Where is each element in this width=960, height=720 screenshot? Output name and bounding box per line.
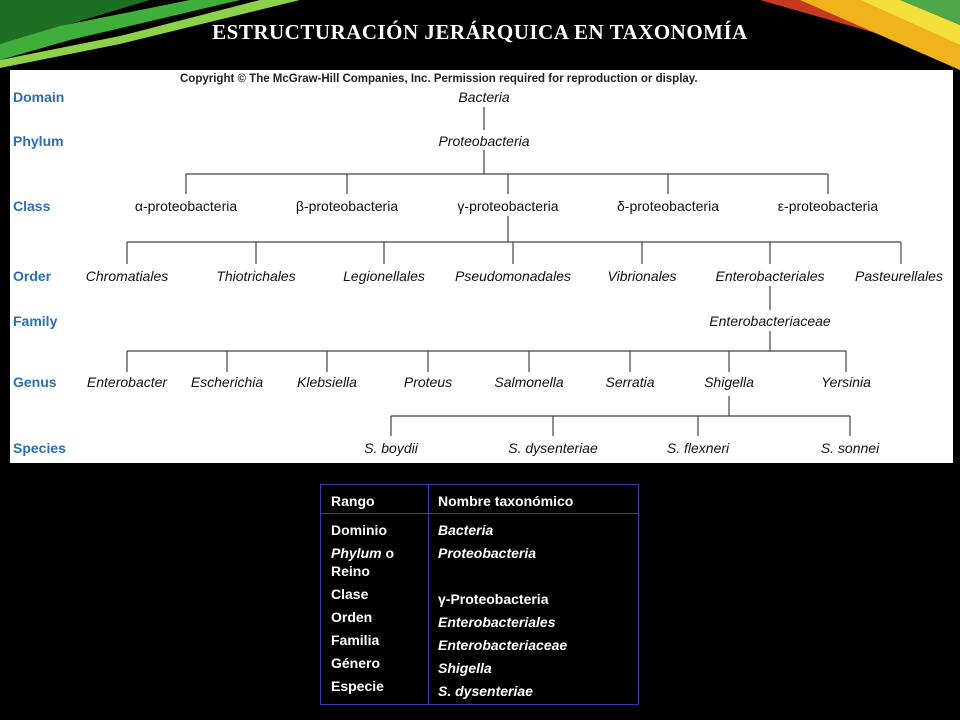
node-genus: Shigella — [704, 374, 754, 390]
rank-species: Species — [13, 440, 66, 456]
node-species: S. dysenteriae — [508, 440, 598, 456]
taxonomy-figure — [10, 70, 953, 463]
node-family: Enterobacteriaceae — [709, 313, 831, 329]
node-class: γ-proteobacteria — [457, 198, 559, 214]
table-cell: S. dysenteriae — [438, 683, 533, 699]
rank-phylum: Phylum — [13, 133, 64, 149]
node-order: Vibrionales — [607, 268, 677, 284]
node-class: ε-proteobacteria — [777, 198, 879, 214]
node-genus: Escherichia — [190, 374, 264, 390]
rank-order: Order — [13, 268, 52, 284]
rank-domain: Domain — [13, 89, 65, 105]
rank-genus: Genus — [13, 374, 57, 390]
table-cell: Enterobacteriaceae — [438, 637, 568, 653]
node-genus: Salmonella — [494, 374, 564, 390]
copyright-notice: Copyright © The McGraw-Hill Companies, Inc. Permission required for reproduction or display. — [180, 73, 698, 85]
node-order: Pasteurellales — [855, 268, 943, 284]
phylum-word: Phylum — [331, 545, 382, 561]
taxonomy-table — [320, 484, 639, 705]
table-cell: Proteobacteria — [438, 545, 537, 561]
table-cell: Género — [331, 655, 381, 671]
node-class: δ-proteobacteria — [617, 198, 719, 214]
rank-family: Family — [13, 313, 58, 329]
node-species: S. flexneri — [666, 440, 730, 456]
table-cell: Clase — [331, 586, 369, 602]
table-column-divider — [428, 485, 429, 704]
node-order: Legionellales — [343, 268, 425, 284]
tree-connectors — [10, 70, 953, 463]
table-cell: Dominio — [331, 522, 387, 538]
node-order: Thiotrichales — [216, 268, 296, 284]
table-cell: Bacteria — [438, 522, 494, 538]
node-phylum: Proteobacteria — [438, 133, 530, 149]
node-class: β-proteobacteria — [295, 198, 399, 214]
table-rank-column — [331, 521, 423, 695]
table-cell: Orden — [331, 609, 373, 625]
table-cell: Especie — [331, 678, 384, 694]
slide-title: ESTRUCTURACIÓN JERÁRQUICA EN TAXONOMÍA — [212, 20, 748, 44]
table-cell — [331, 544, 423, 580]
table-header-rank: Rango — [331, 493, 375, 509]
node-genus: Proteus — [403, 374, 453, 390]
node-genus: Klebsiella — [297, 374, 357, 390]
table-name-column — [438, 521, 633, 700]
node-order: Enterobacteriales — [715, 268, 825, 284]
table-cell: Familia — [331, 632, 380, 648]
table-cell: Enterobacteriales — [438, 614, 556, 630]
node-genus: Serratia — [605, 374, 655, 390]
rank-class: Class — [13, 198, 51, 214]
node-order: Pseudomonadales — [455, 268, 571, 284]
node-genus: Yersinia — [821, 374, 871, 390]
table-cell: Shigella — [438, 660, 492, 676]
table-cell: γ-Proteobacteria — [438, 591, 549, 607]
node-genus: Enterobacter — [86, 374, 168, 390]
node-domain: Bacteria — [458, 89, 510, 105]
node-species: S. sonnei — [820, 440, 880, 456]
table-cell-suffix: o Reino — [331, 545, 395, 579]
node-order: Chromatiales — [85, 268, 169, 284]
table-header-name: Nombre taxonómico — [438, 493, 574, 509]
node-species: S. boydii — [364, 440, 418, 456]
node-class: α-proteobacteria — [134, 198, 238, 214]
